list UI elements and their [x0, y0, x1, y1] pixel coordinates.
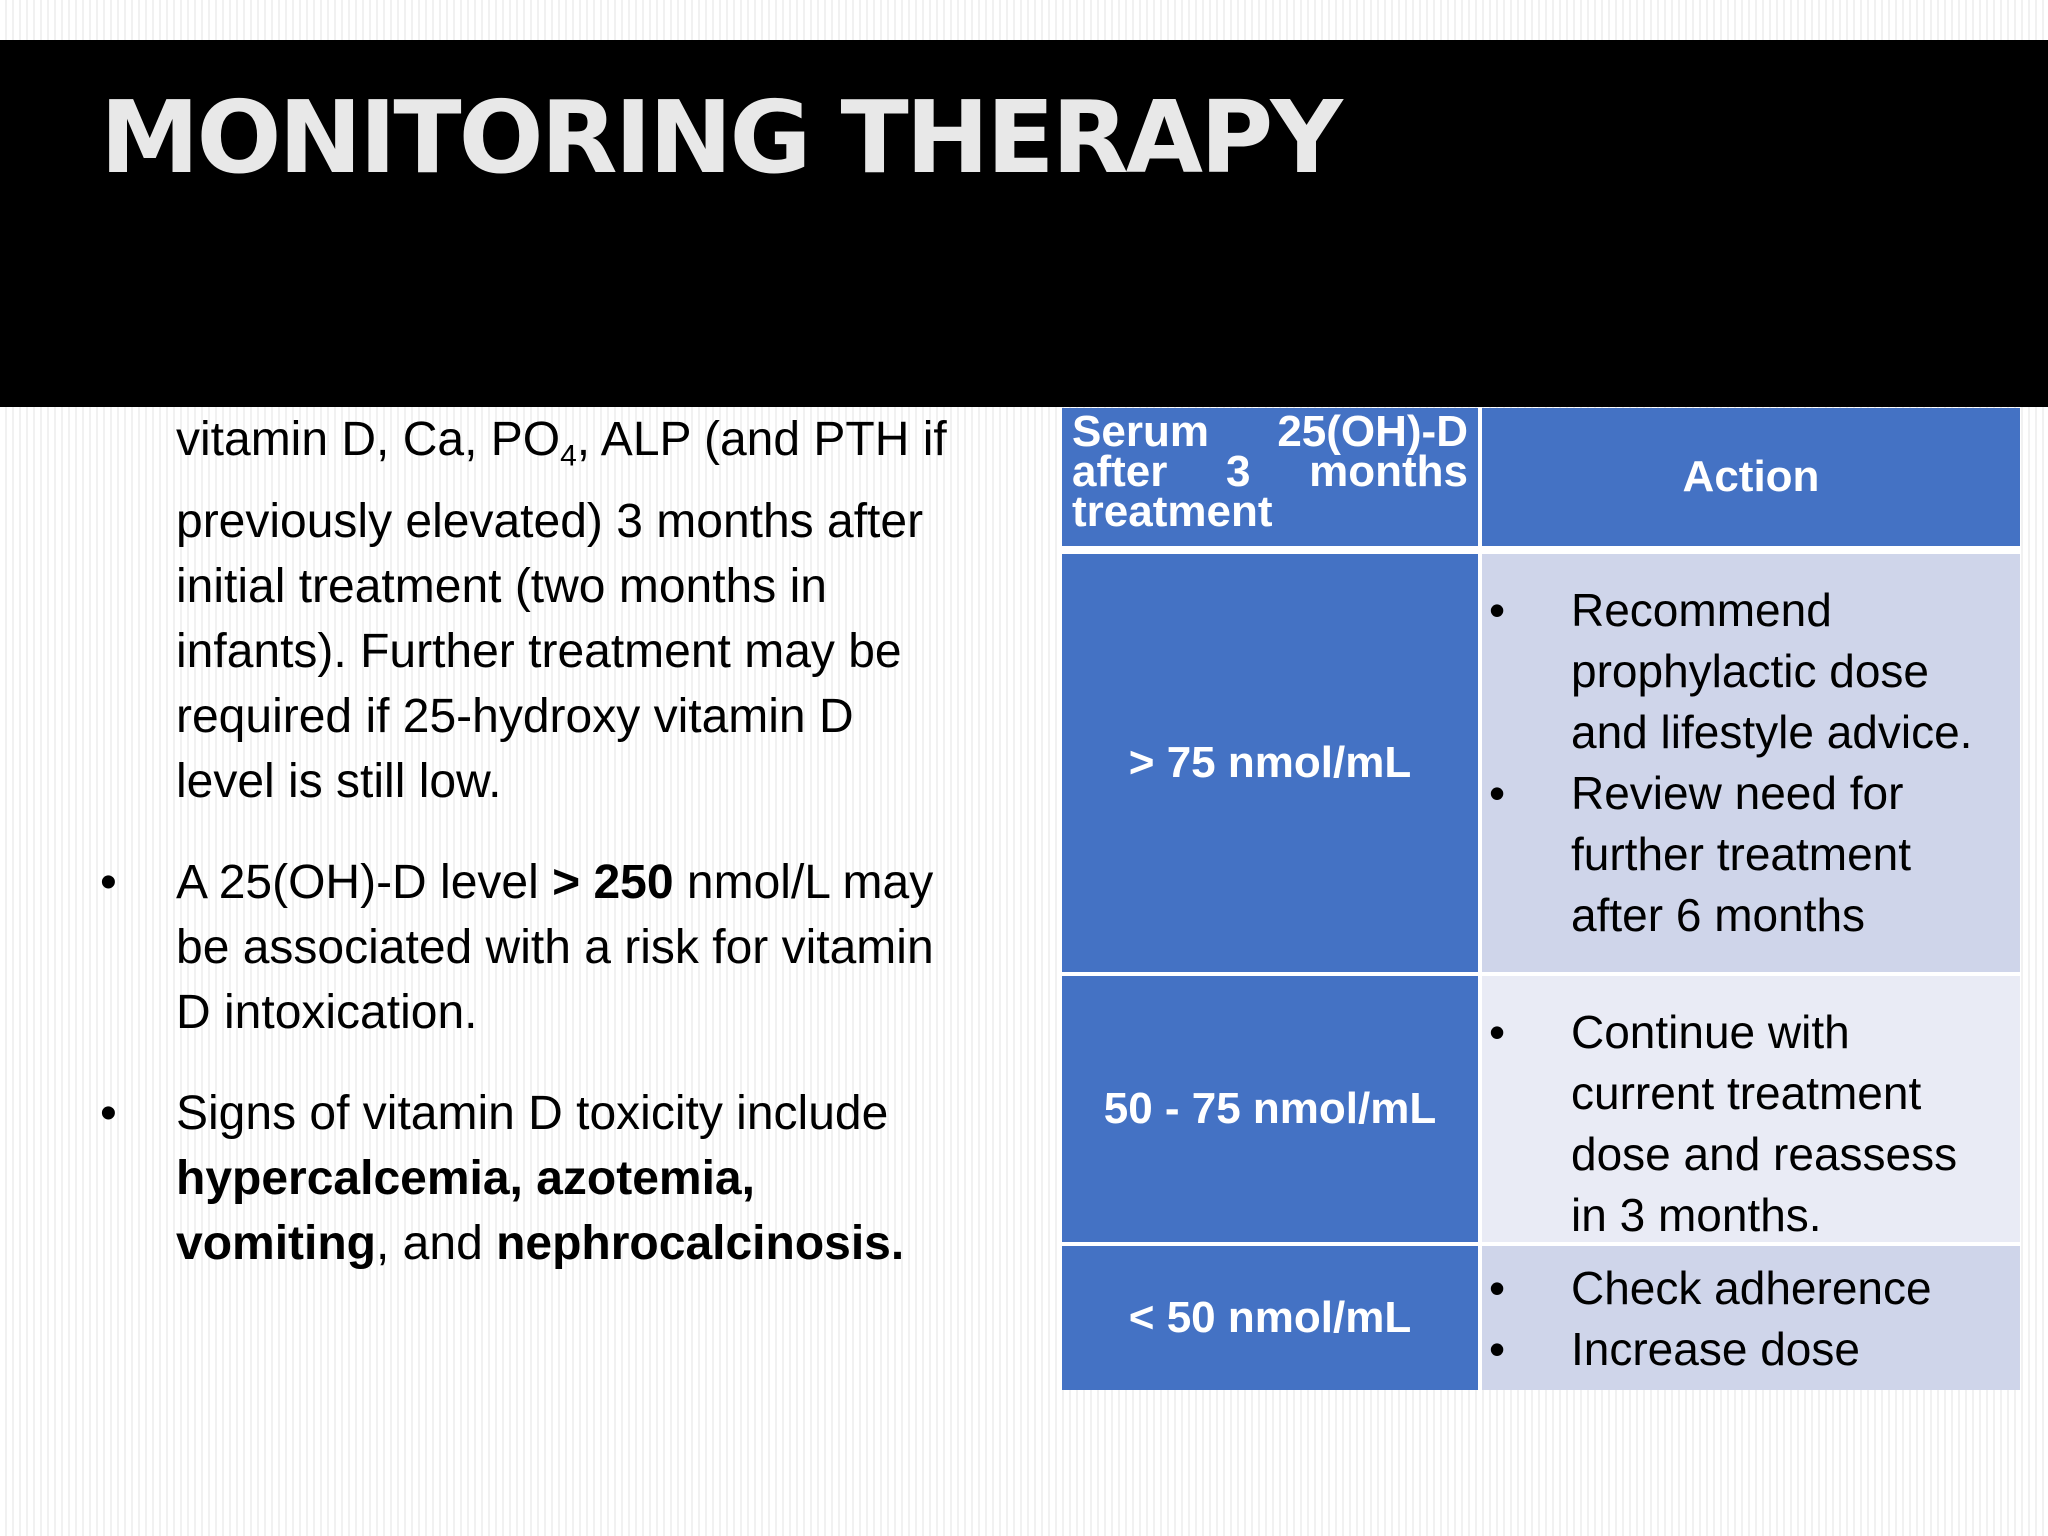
- table-row: [1062, 1246, 2020, 1390]
- slide-title: MONITORING THERAPY: [100, 79, 1340, 196]
- monitoring-paragraph: vitamin D, Ca, $PO_4$, ALP (and PTH if previously elevated) 3 months after initial treatment (two months in infants). Further treatment may be required if 25-hydroxy vitamin D level is still low.: [176, 413, 947, 808]
- action-cell: [1482, 554, 2020, 972]
- level-cell: < 50 nmol/mL: [1062, 1246, 1482, 1390]
- subscript-4: 4: [560, 439, 577, 473]
- table-row: [1062, 554, 2020, 976]
- bullet-toxicity-signs: • Signs of vitamin D toxicity include hypercalcemia, azotemia, vomiting, and nephrocalcinosis.: [176, 1081, 1020, 1276]
- table-header-row: [1062, 408, 2020, 554]
- bullet-intoxication-risk: • A 25(OH)-D level > 250 nmol/L may be associated with a risk for vitamin D intoxication.: [176, 850, 1020, 1045]
- level-cell: > 75 nmol/mL: [1062, 554, 1482, 972]
- action-cell: [1482, 1246, 2020, 1390]
- table-row: [1062, 976, 2020, 1246]
- action-item: • Recommend prophylactic dose and lifestyle advice.: [1489, 584, 1973, 758]
- action-cell: [1482, 976, 2020, 1242]
- action-item: • Review need for further treatment after 6 months: [1489, 767, 1912, 941]
- action-item: • Increase dose: [1489, 1323, 1860, 1375]
- header-serum-level: Serum 25(OH)-D after 3 months treatment: [1062, 408, 1482, 546]
- action-item: • Check adherence: [1489, 1262, 1932, 1314]
- left-text-block: [100, 407, 1020, 1276]
- level-cell: 50 - 75 nmol/mL: [1062, 976, 1482, 1242]
- action-item: • Continue with current treatment dose and reassess in 3 months.: [1489, 1006, 1958, 1241]
- bullet-dot: •: [100, 1086, 117, 1140]
- treatment-table: [1062, 408, 2020, 1390]
- header-action: Action: [1482, 408, 2020, 546]
- bullet-dot: •: [100, 855, 117, 909]
